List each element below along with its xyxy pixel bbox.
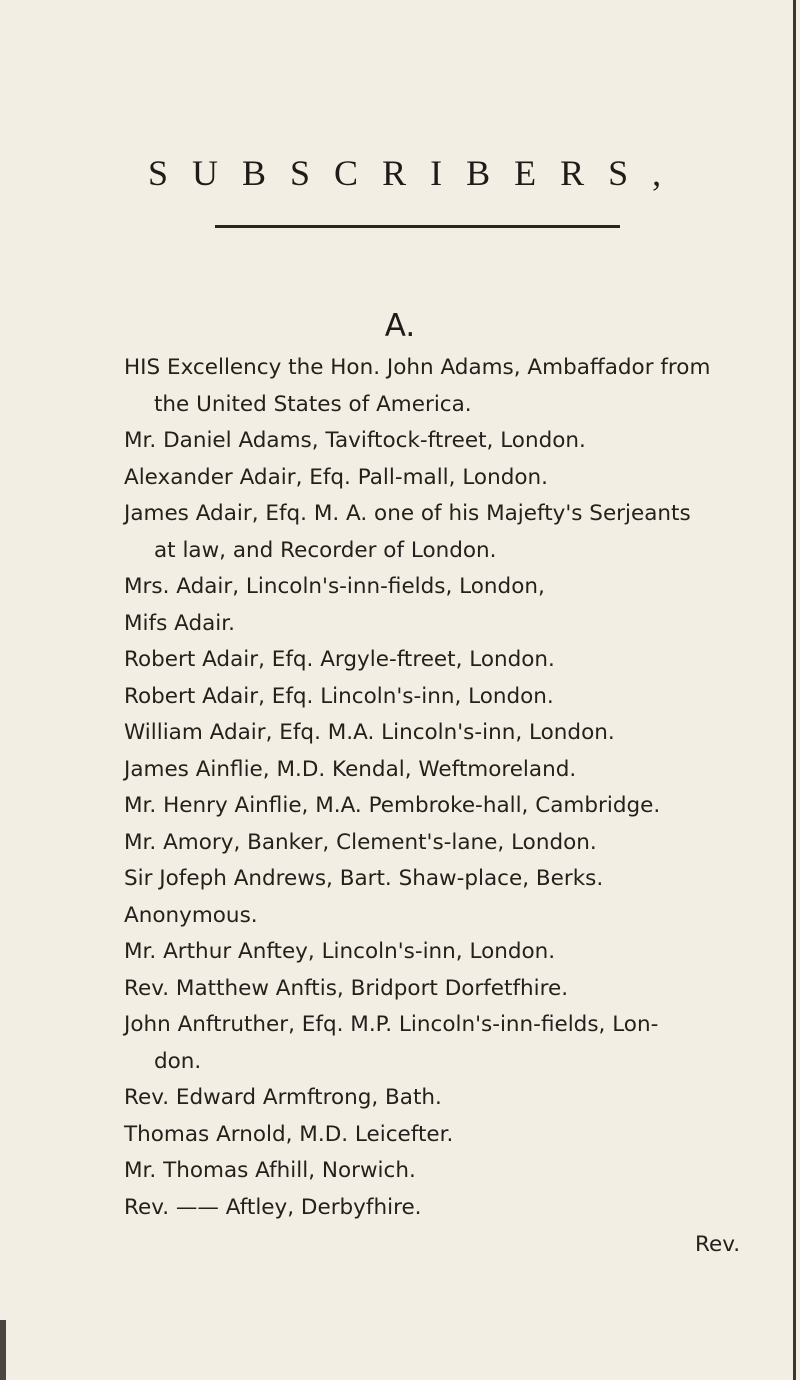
list-item: William Adair, Efq. M.A. Lincoln's-inn, London.	[124, 720, 615, 745]
list-item: Anonymous.	[124, 902, 258, 928]
list-item: Mifs Adair.	[124, 610, 235, 636]
list-item: Mr. Arthur Anftey, Lincoln's-inn, London.	[124, 939, 556, 964]
list-item: Mr. Henry Ainflie, M.A. Pembroke-hall, Cambridge.	[124, 793, 661, 818]
subscriber-list	[124, 350, 764, 1226]
list-item: Mr. Daniel Adams, Taviftock-ftreet, London.	[124, 428, 586, 453]
list-item: Sir Jofeph Andrews, Bart. Shaw-place, Berks.	[124, 866, 604, 891]
page-edge-left	[0, 1320, 6, 1380]
page-heading: SUBSCRIBERS,	[148, 153, 686, 193]
list-item: Rev. —— Aftley, Derbyfhire.	[124, 1194, 422, 1220]
list-item: James Ainflie, M.D. Kendal, Weftmoreland.	[124, 756, 577, 782]
page-edge-right	[793, 0, 796, 1380]
list-item: Robert Adair, Efq. Lincoln's-inn, London.	[124, 683, 554, 709]
list-item: Rev. Edward Armftrong, Bath.	[124, 1085, 442, 1110]
list-item: HIS Excellency the Hon. John Adams, Ambaffador from	[124, 355, 711, 380]
list-item: Rev. Matthew Anftis, Bridport Dorfetfhire.	[124, 975, 569, 1001]
section-letter: A.	[384, 308, 416, 344]
list-item: Thomas Arnold, M.D. Leicefter.	[124, 1121, 454, 1147]
list-item: at law, and Recorder of London.	[154, 537, 497, 563]
list-item: James Adair, Efq. M. A. one of his Majefty's Serjeants	[124, 501, 691, 526]
heading-rule	[215, 225, 620, 228]
list-item: Robert Adair, Efq. Argyle-ftreet, London.	[124, 647, 555, 672]
list-item: Mr. Amory, Banker, Clement's-lane, London.	[124, 829, 597, 855]
list-item: the United States of America.	[154, 391, 472, 417]
catchword: Rev.	[695, 1232, 741, 1257]
list-item: Mrs. Adair, Lincoln's-inn-fields, London,	[124, 574, 545, 599]
list-item: don.	[154, 1048, 202, 1074]
list-item: Alexander Adair, Efq. Pall-mall, London.	[124, 464, 548, 490]
list-item: Mr. Thomas Afhill, Norwich.	[124, 1158, 416, 1183]
list-item: John Anftruther, Efq. M.P. Lincoln's-inn-fields, Lon-	[124, 1012, 659, 1037]
